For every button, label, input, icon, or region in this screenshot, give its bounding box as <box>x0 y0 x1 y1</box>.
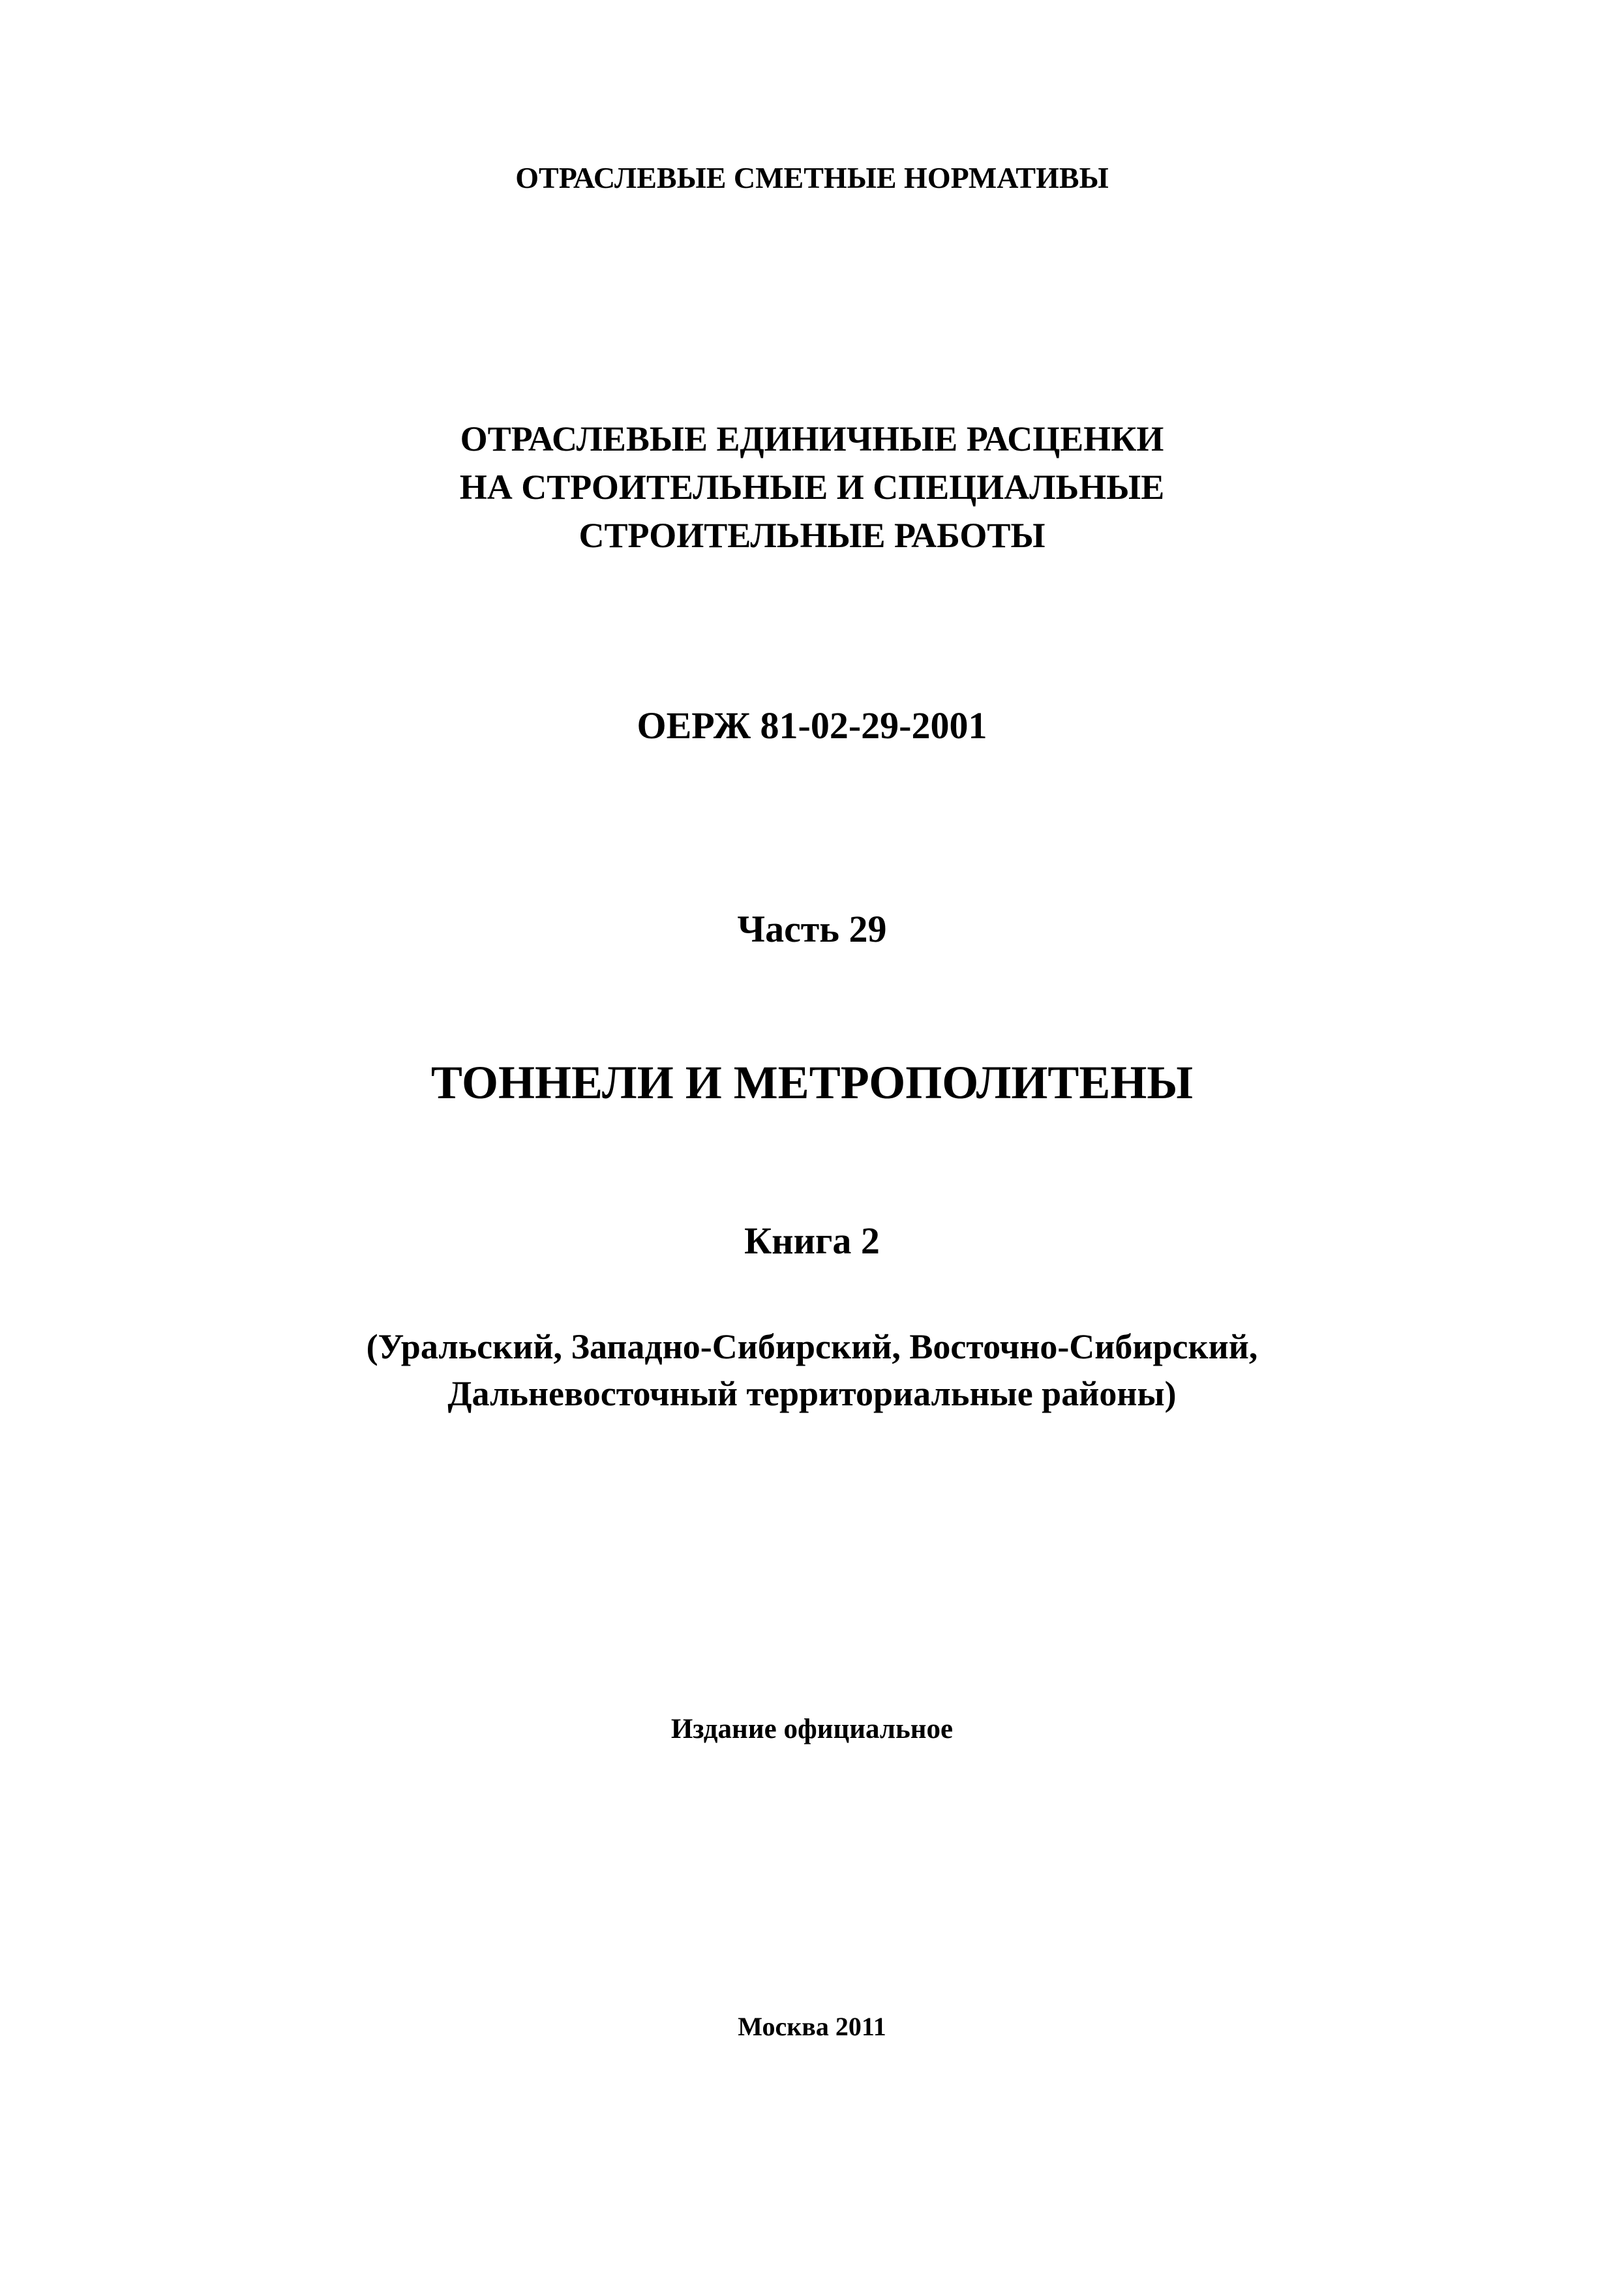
part-number: Часть 29 <box>737 908 887 950</box>
regions-line: Дальневосточный территориальные районы) <box>447 1374 1177 1413</box>
document-code: ОЕРЖ 81-02-29-2001 <box>637 704 987 747</box>
title-line: СТРОИТЕЛЬНЫЕ РАБОТЫ <box>579 516 1045 555</box>
title-line: ОТРАСЛЕВЫЕ ЕДИНИЧНЫЕ РАСЦЕНКИ <box>460 419 1164 458</box>
regions-line: (Уральский, Западно-Сибирский, Восточно-Сибирский, <box>366 1327 1258 1366</box>
place-and-year: Москва 2011 <box>738 2012 886 2041</box>
series-heading: ОТРАСЛЕВЫЕ СМЕТНЫЕ НОРМАТИВЫ <box>515 161 1109 194</box>
title-line: НА СТРОИТЕЛЬНЫЕ И СПЕЦИАЛЬНЫЕ <box>459 468 1165 507</box>
book-number: Книга 2 <box>744 1219 880 1262</box>
edition-label: Издание официальное <box>670 1714 954 1744</box>
subject-heading: ТОННЕЛИ И МЕТРОПОЛИТЕНЫ <box>430 1056 1194 1109</box>
